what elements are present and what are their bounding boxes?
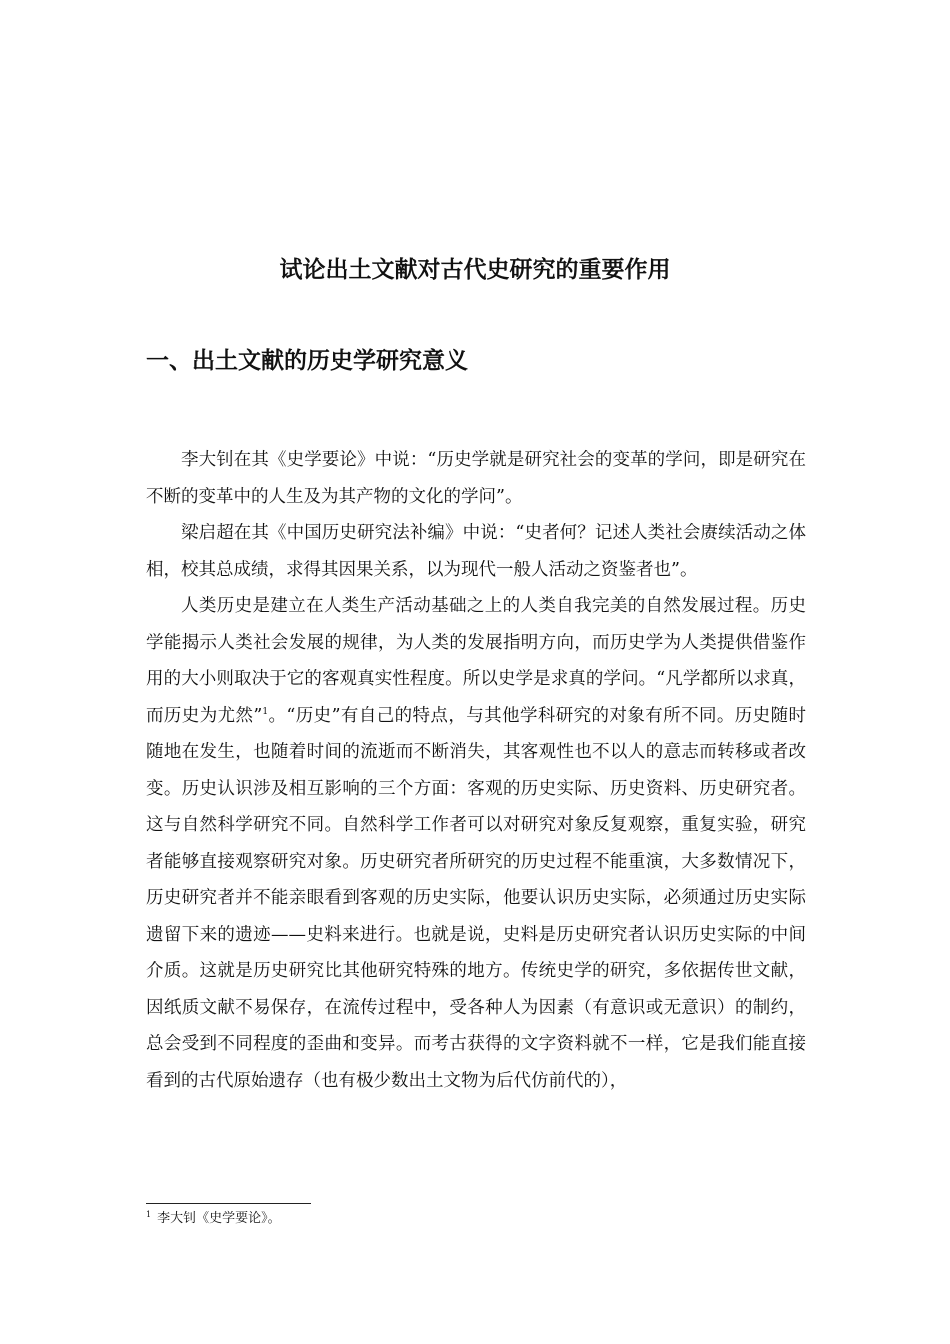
footnote-number: 1 bbox=[146, 1209, 152, 1219]
body-text bbox=[146, 442, 806, 1099]
footnote bbox=[146, 1209, 281, 1229]
paragraph-3 bbox=[146, 588, 806, 1099]
document-title: 试论出土文献对古代史研究的重要作用 bbox=[279, 257, 671, 283]
paragraph-3-part-2: 。“历史”有自己的特点，与其他学科研究的对象有所不同。历史随时随地在发生，也随着时间的流逝而不断消失，其客观性也不以人的意志而转移或者改变。历史认识涉及相互影响的三个方面：客观的历史实际、历史资料、历史研究者。这与自然科学研究不同。自然科学工作者可以对研究对象反复观察，重复实验，研究者能够直接观察研究对象。历史研究者所研究的历史过程不能重演，大多数情况下，历史研究者并不能亲眼看到客观的历史实际，他要认识历史实际，必须通过历史实际遗留下来的遗迹——史料来进行。也就是说，史料是历史研究者认识历史实际的中间介质。这就是历史研究比其他研究特殊的地方。传统史学的研究，多依据传世文献，因纸质文献不易保存，在流传过程中，受各种人为因素（有意识或无意识）的制约，总会受到不同程度的歪曲和变异。而考古获得的文字资料就不一样，它是我们能直接看到的古代原始遗存（也有极少数出土文物为后代仿前代的）， bbox=[146, 705, 806, 1091]
footnote-divider bbox=[146, 1203, 311, 1204]
footnote-reference: 1 bbox=[262, 706, 269, 717]
paragraph-1: 李大钊在其《史学要论》中说：“历史学就是研究社会的变革的学问，即是研究在不断的变革中的人生及为其产物的文化的学问”。 bbox=[146, 450, 806, 507]
footnote-text: 李大钊《史学要论》。 bbox=[157, 1211, 281, 1226]
paragraph-3-part-1: 人类历史是建立在人类生产活动基础之上的人类自我完美的自然发展过程。历史学能揭示人类社会发展的规律，为人类的发展指明方向，而历史学为人类提供借鉴作用的大小则取决于它的客观真实性程度。所以史学是求真的学问。“凡学都所以求真，而历史为尤然” bbox=[146, 596, 806, 726]
section-heading: 一、出土文献的历史学研究意义 bbox=[146, 348, 468, 374]
paragraph-2: 梁启超在其《中国历史研究法补编》中说：“史者何？记述人类社会赓续活动之体相，校其总成绩，求得其因果关系，以为现代一般人活动之资鉴者也”。 bbox=[146, 523, 806, 580]
